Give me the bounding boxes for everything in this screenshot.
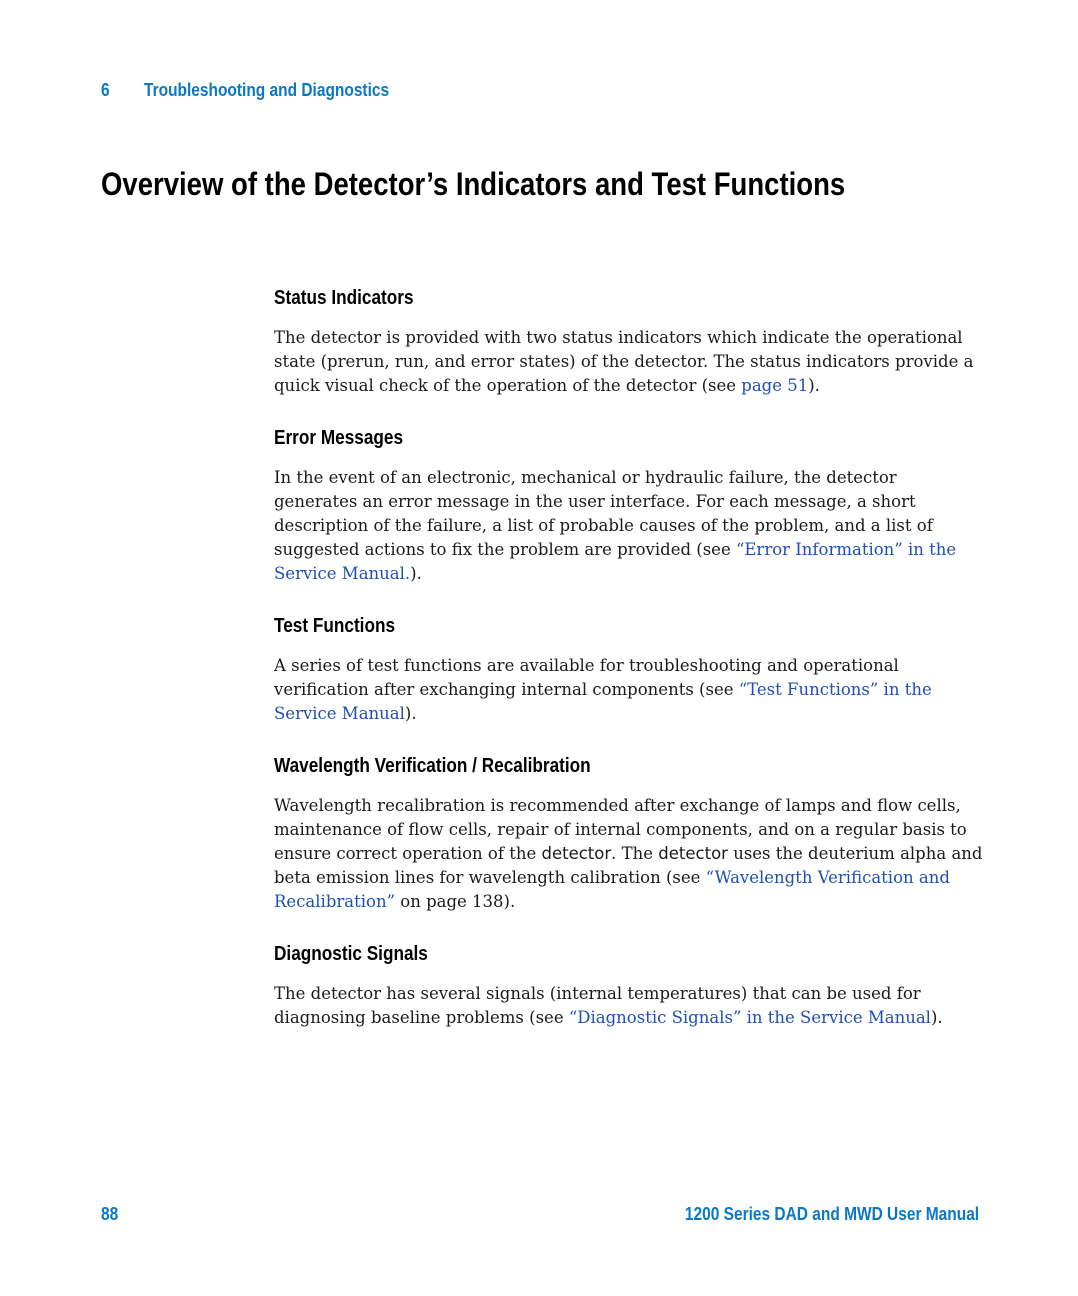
- chapter-number: 6: [101, 80, 110, 100]
- chapter-title: Troubleshooting and Diagnostics: [144, 80, 390, 100]
- running-header: [101, 80, 389, 101]
- section-error-messages: [274, 424, 984, 586]
- section-body: Wavelength recalibration is recommended after exchange of lamps and flow cells, maintenance of flow cells, repair of internal components, and on a regular basis to ensure correct operation of the detector. The detector uses the deuterium alpha and beta emission lines for wavelength calibration (see “Wavelength Verification and Recalibration” on page 138).: [274, 796, 983, 911]
- page-number: 88: [101, 1204, 119, 1224]
- section-body: The detector is provided with two status indicators which indicate the operational state (prerun, run, and error states) of the detector. The status indicators provide a quick visual check of the operation of the detector (see page 51).: [274, 328, 974, 395]
- section-heading: Diagnostic Signals: [274, 943, 428, 965]
- cross-reference-link[interactable]: “Diagnostic Signals” in the Service Manual: [568, 1008, 931, 1027]
- section-test-functions: [274, 612, 984, 726]
- section-heading: Wavelength Verification / Recalibration: [274, 755, 591, 777]
- section-wavelength-verification: [274, 752, 984, 914]
- section-heading: Status Indicators: [274, 287, 414, 309]
- section-status-indicators: [274, 284, 984, 398]
- main-content: [274, 284, 984, 1056]
- page-title: Overview of the Detector’s Indicators and Test Functions: [101, 166, 846, 202]
- section-body: The detector has several signals (internal temperatures) that can be used for diagnosing baseline problems (see “Diagnostic Signals” in the Service Manual).: [274, 984, 943, 1027]
- running-footer: [101, 1204, 979, 1228]
- section-body: In the event of an electronic, mechanical or hydraulic failure, the detector generates an error message in the user interface. For each message, a short description of the failure, a list of probable causes of the problem, and a list of suggested actions to fix the problem are provided (see “Error Information” in the Service Manual.).: [274, 468, 957, 583]
- section-diagnostic-signals: [274, 940, 984, 1030]
- section-heading: Test Functions: [274, 615, 396, 637]
- section-body: A series of test functions are available for troubleshooting and operational verification after exchanging internal components (see “Test Functions” in the Service Manual).: [274, 656, 932, 723]
- cross-reference-link[interactable]: “Wavelength Verification and Recalibration”: [274, 868, 950, 911]
- cross-reference-link[interactable]: “Error Information” in the Service Manual.: [274, 540, 957, 583]
- cross-reference-link[interactable]: “Test Functions” in the Service Manual: [274, 680, 932, 723]
- cross-reference-link[interactable]: page 51: [741, 376, 809, 395]
- manual-title: 1200 Series DAD and MWD User Manual: [684, 1204, 979, 1224]
- section-heading: Error Messages: [274, 427, 404, 449]
